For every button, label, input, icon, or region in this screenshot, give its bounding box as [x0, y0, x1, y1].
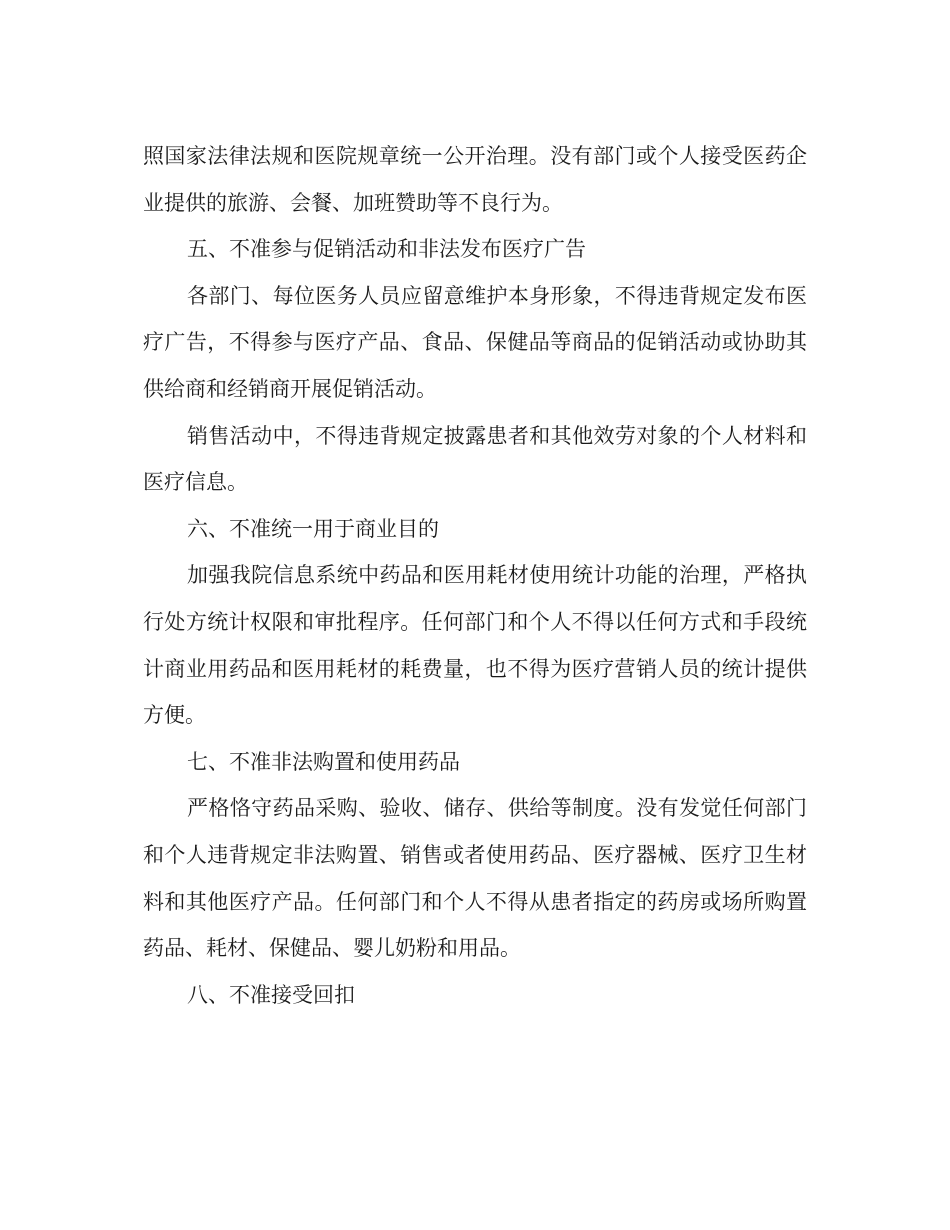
section-heading-6: 六、不准统一用于商业目的	[187, 516, 439, 541]
document-body	[143, 133, 807, 1018]
paragraph-continued: 照国家法律法规和医院规章统一公开治理。没有部门或个人接受医药企业提供的旅游、会餐、加班赞助等不良行为。	[143, 144, 807, 215]
paragraph: 销售活动中，不得违背规定披露患者和其他效劳对象的个人材料和医疗信息。	[143, 423, 807, 495]
section-heading-7: 七、不准非法购置和使用药品	[187, 749, 460, 774]
section-heading-8: 八、不准接受回扣	[187, 982, 355, 1007]
section-heading-5: 五、不准参与促销活动和非法发布医疗广告	[187, 237, 586, 262]
paragraph: 加强我院信息系统中药品和医用耗材使用统计功能的治理，严格执行处方统计权限和审批程序。任何部门和个人不得以任何方式和手段统计商业用药品和医用耗材的耗费量，也不得为医疗营销人员的统计提供方便。	[143, 563, 807, 728]
paragraph: 各部门、每位医务人员应留意维护本身形象，不得违背规定发布医疗广告，不得参与医疗产品、食品、保健品等商品的促销活动或协助其供给商和经销商开展促销活动。	[143, 283, 807, 401]
paragraph: 严格恪守药品采购、验收、储存、供给等制度。没有发觉任何部门和个人违背规定非法购置、销售或者使用药品、医疗器械、医疗卫生材料和其他医疗产品。任何部门和个人不得从患者指定的药房或场所购置药品、耗材、保健品、婴儿奶粉和用品。	[143, 796, 807, 961]
